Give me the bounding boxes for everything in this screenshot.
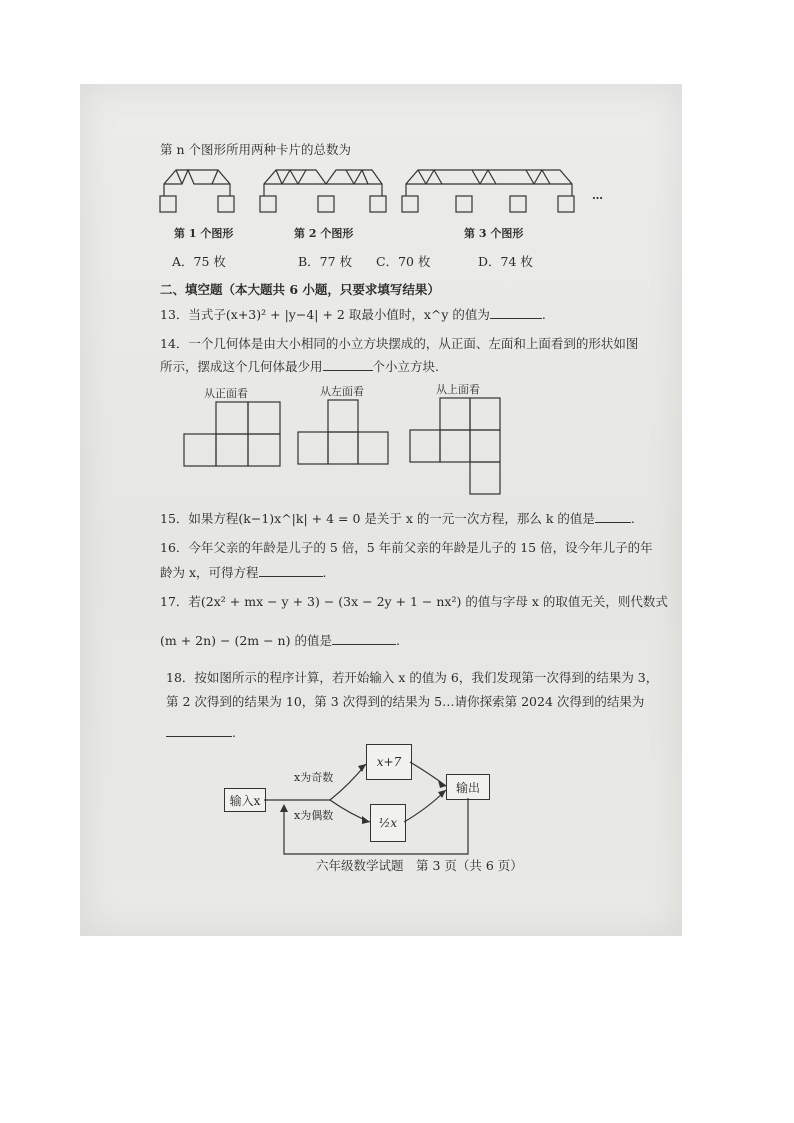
- view-front-label: 从正面看: [204, 387, 248, 400]
- option-b: B．77 枚: [298, 254, 353, 269]
- flow-odd-operation: x+7: [366, 744, 412, 780]
- question-14-text: 所示，摆成这个几何体最少用: [160, 359, 323, 374]
- flow-output-box: 输出: [446, 774, 490, 800]
- option-d: D．74 枚: [478, 254, 533, 269]
- question-16-text: 龄为 x，可得方程: [160, 565, 259, 580]
- figure-2-label: 第 2 个图形: [294, 227, 354, 240]
- option-c: C．70 枚: [376, 254, 431, 269]
- question-17-line-1: 17．若(2x² + mx − y + 3) − (3x − 2y + 1 − nx²) 的值与字母 x 的取值无关，则代数式: [160, 594, 668, 609]
- question-12-stem: 第 n 个图形所用两种卡片的总数为: [160, 142, 351, 157]
- figure-1-label: 第 1 个图形: [174, 227, 234, 240]
- question-17-text-end: .: [395, 633, 400, 648]
- question-16-line-1: 16．今年父亲的年龄是儿子的 5 倍，5 年前父亲的年龄是儿子的 15 倍，设今年儿子的年: [160, 540, 653, 555]
- flow-input-box: 输入x: [224, 788, 266, 812]
- question-13-text: 13．当式子(x+3)² + |y−4| + 2 取最小值时，x^y 的值为: [160, 307, 490, 322]
- question-18-text-end: .: [232, 725, 236, 740]
- flow-odd-label: x为奇数: [294, 771, 334, 784]
- pattern-ellipsis: …: [592, 189, 603, 202]
- question-17-text: (m + 2n) − (2m − n) 的值是: [160, 633, 332, 648]
- question-15-text-end: .: [630, 511, 635, 526]
- section-2-title: 二、填空题（本大题共 6 小题，只要求填写结果）: [160, 282, 440, 297]
- question-13: 13．当式子(x+3)² + |y−4| + 2 取最小值时，x^y 的值为 .: [160, 307, 546, 322]
- flow-even-operation: ½x: [370, 804, 406, 842]
- question-18-line-2: 第 2 次得到的结果为 10，第 3 次得到的结果为 5…请你探索第 2024 次得到的结果为: [166, 694, 645, 709]
- question-15-text: 15．如果方程(k−1)x^|k| + 4 = 0 是关于 x 的一元一次方程，那么 k 的值是: [160, 511, 595, 526]
- page-footer: 六年级数学试题 第 3 页（共 6 页）: [316, 858, 523, 873]
- view-top-label: 从上面看: [436, 383, 480, 396]
- question-14-text-end: 个小立方块.: [372, 359, 439, 374]
- option-a: A．75 枚: [172, 254, 226, 269]
- exam-sheet: [80, 84, 682, 936]
- figure-3-label: 第 3 个图形: [464, 227, 524, 240]
- view-left-label: 从左面看: [320, 385, 364, 398]
- flowchart-arrows: [80, 84, 682, 936]
- question-18-line-1: 18．按如图所示的程序计算，若开始输入 x 的值为 6，我们发现第一次得到的结果为 3，: [166, 670, 659, 685]
- question-16-text-end: .: [322, 565, 327, 580]
- question-14-line-1: 14．一个几何体是由大小相同的小立方块摆成的，从正面、左面和上面看到的形状如图: [160, 336, 639, 351]
- flow-even-label: x为偶数: [294, 809, 334, 822]
